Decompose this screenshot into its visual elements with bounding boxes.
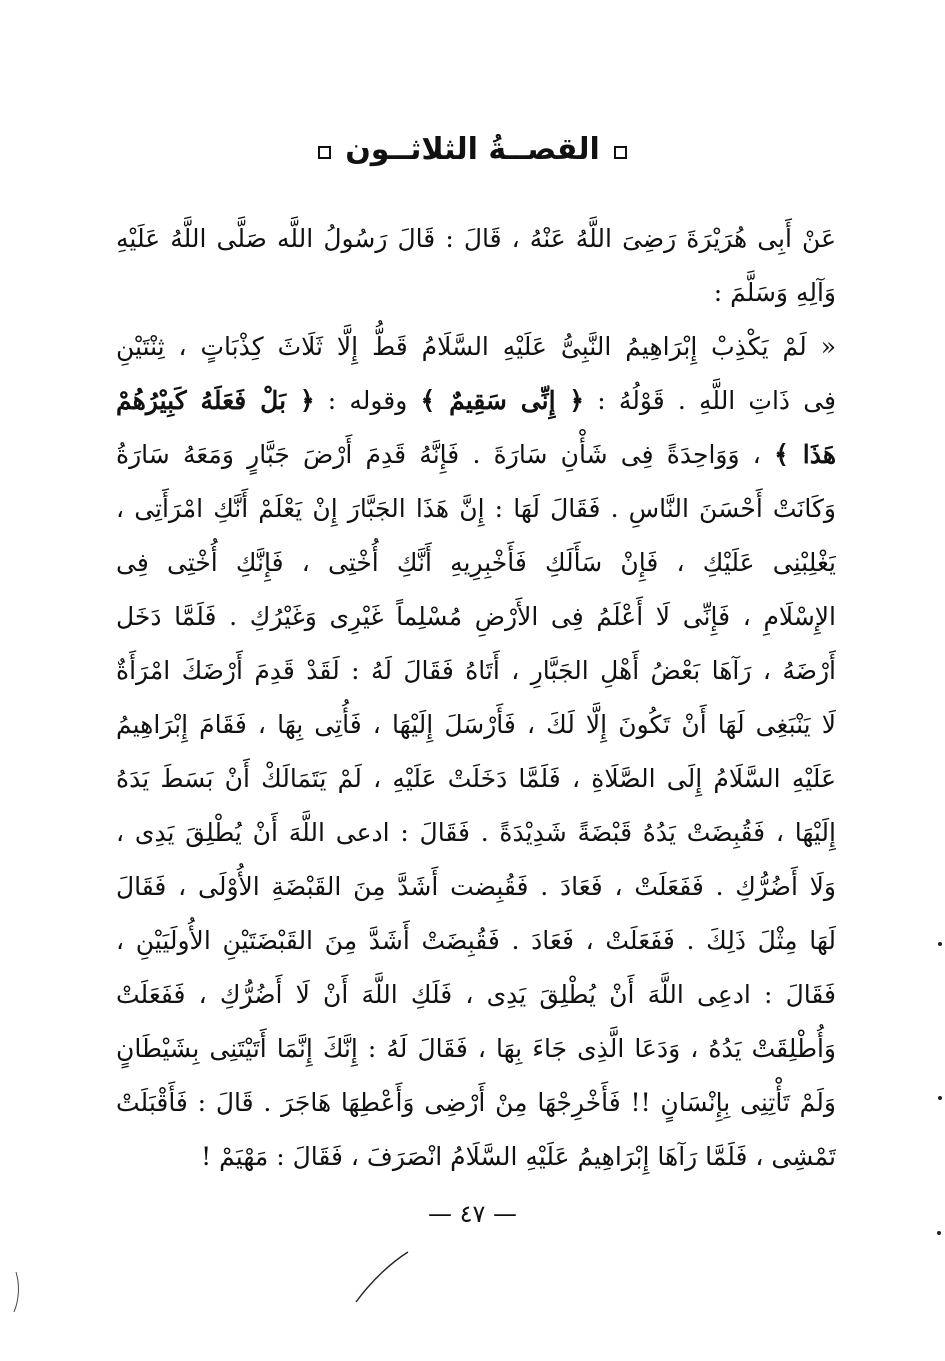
body-line: وَأُطْلِقَتْ يَدُهُ ، وَدَعَا الَّذِى جَاءَ بِهَا ، فَقَالَ لَهُ : إِنَّكَ إِنَّمَا أَتَيْتَنِى بِشَيْطَانٍ [116,1034,836,1063]
story-title-row [0,132,945,167]
body-line: الإِسْلَامِ ، فَإِنِّى لَا أَعْلَمُ فِى الأَرْضِ مُسْلِماً غَيْرِى وَغَيْرُكِ . فَلَمَّا دَخَل [116,602,836,631]
hadith-intro [116,212,836,320]
body-line: أَرْضَهُ ، رَآهَا بَعْضُ أَهْلِ الجَبَّارِ ، أَتَاهُ فَقَالَ لَهُ : لَقَدْ قَدِمَ أَرْضَكَ امْرَأَةٌ [116,656,836,685]
quran-quote: ﴿ إِنِّى سَقِيمٌ ﴾ [420,386,585,415]
body-line: « لَمْ يَكْذِبْ إِبْرَاهِيمُ النَّبِىُّ عَلَيْهِ السَّلَامُ قَطُّ إِلَّا ثَلَاثَ كِذْبَاتٍ ، ثِنْتَيْنِ [116,332,836,361]
body-line: إِلَيْهَا ، فَقُبِضَتْ يَدُهُ قَبْضَةً شَدِيْدَةً . فَقَالَ : ادعى اللَّهَ أَنْ يُطْلِقَ يَدِى ، [116,818,836,847]
body-line: عَلَيْهِ السَّلَامُ إِلَى الصَّلَاةِ ، فَلَمَّا دَخَلَتْ عَلَيْهِ ، لَمْ يَتَمَالَكْ أَنْ بَسَطَ يَدَهُ [116,764,836,793]
body-line: وَلَمْ تَأْتِنِى بِإِنْسَانٍ !! فَأَخْرِجْهَا مِنْ أَرْضِى وَأَعْطِهَا هَاجَرَ . قَالَ : فَأَقْبَلَتْ [116,1088,836,1117]
body-line: تَمْشِى ، فَلَمَّا رَآهَا إِبْرَاهِيمُ عَلَيْهِ السَّلَامُ انْصَرَفَ ، فَقَالَ : مَهْيَمْ ! [201,1142,836,1171]
hadith-body [116,320,836,1184]
body-line: وَكَانَتْ أَحْسَنَ النَّاسِ . فَقَالَ لَهَا : إِنَّ هَذَا الجَبَّارَ إِنْ يَعْلَمْ أَنَّكِ امْرَأَتِى ، [116,494,836,523]
quran-quote: ﴿ بَلْ فَعَلَهُ كَبِيْرُهُمْ [116,386,315,415]
story-title: القصــةُ الثلاثــون [345,132,600,167]
title-box-icon [614,146,627,159]
intro-line: وَآلِهِ وَسَلَّمَ : [713,278,836,307]
body-line: هَذَا ﴾ ، وَوَاحِدَةً فِى شَأْنِ سَارَةَ . فَإِنَّهُ قَدِمَ أَرْضَ جَبَّارٍ وَمَعَهُ سَارَةُ [116,440,836,469]
body-line: لَهَا مِثْلَ ذَلِكَ . فَفَعَلَتْ ، فَعَادَ . فَقُبِضَتْ أَشَدَّ مِنَ القَبْضَتَيْنِ الأُولَيَيْنِ ، [116,926,836,955]
body-line: فَقَالَ : ادعِى اللَّهَ أَنْ يُطْلِقَ يَدِى ، فَلَكِ اللَّهَ أَنْ لَا أَضُرُّكِ ، فَفَعَلَتْ [116,980,836,1009]
quran-quote: هَذَا ﴾ [774,440,836,469]
body-line: يَغْلِبْنِى عَلَيْكِ ، فَإِنْ سَأَلَكِ فَأَخْبِرِيهِ أَنَّكِ أُخْتِى ، فَإِنَّكِ أُخْتِى فِى [116,548,836,577]
body-line: وَلَا أَضُرُّكِ . فَفَعَلَتْ ، فَعَادَ . فَقُبِضت أَشَدَّ مِنَ القَبْضَةِ الأُوْلَى ، فَقَالَ [116,872,836,901]
intro-line: عَنْ أَبِى هُرَيْرَةَ رَضِىَ اللَّهُ عَنْهُ ، قَالَ : قَالَ رَسُولُ اللَّه صَلَّى اللَّهُ عَلَيْهِ [116,224,836,253]
title-box-icon [318,146,331,159]
body-line: لَا يَنْبَغِى لَهَا أَنْ تَكُونَ إِلَّا لَكَ ، فَأَرْسَلَ إِلَيْهَا ، فَأُتِى بِهَا ، فَقَامَ إِبْرَاهِيمُ [116,710,836,739]
page-number: — ٤٧ — [427,1200,518,1228]
body-line: فِى ذَاتِ اللَّهِ . قَوْلُهُ : ﴿ إِنِّى سَقِيمٌ ﴾ وقوله : ﴿ بَلْ فَعَلَهُ كَبِيْرُهُمْ [116,386,836,415]
